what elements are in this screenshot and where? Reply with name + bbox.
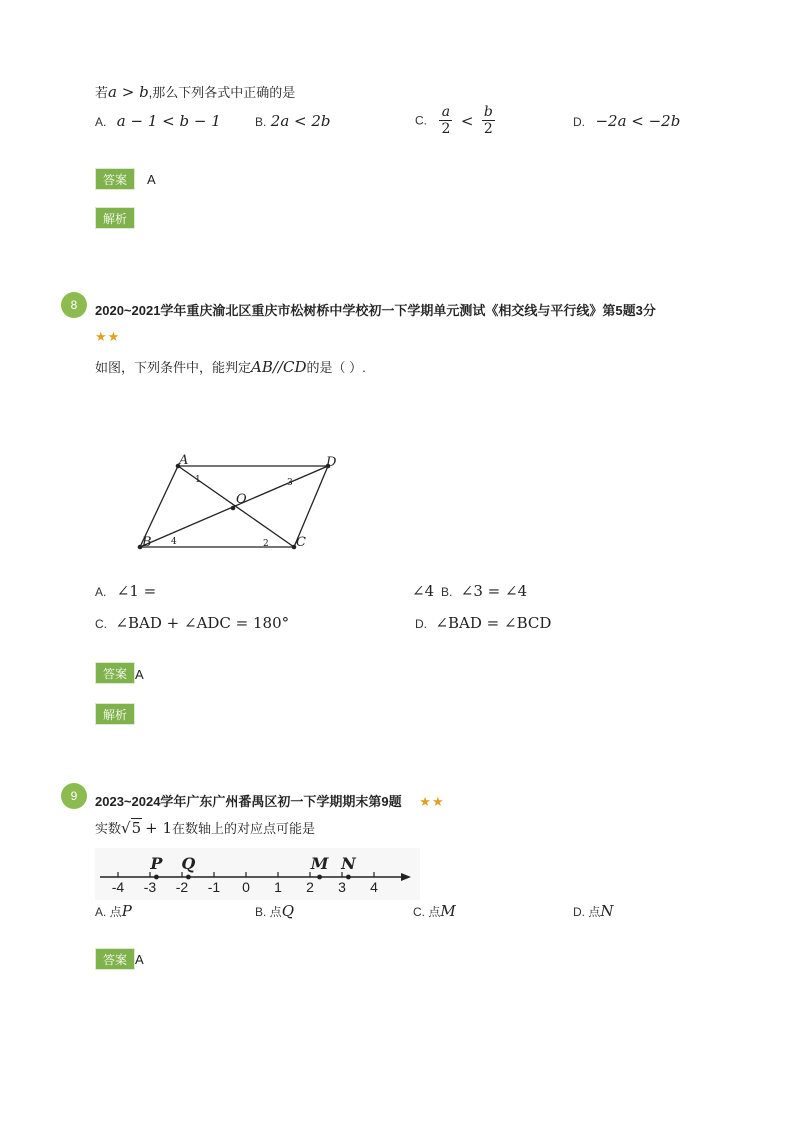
q8-source: 2020~2021学年重庆渝北区重庆市松树桥中学校初一下学期单元测试《相交线与平行线》第5题3分 [95, 303, 656, 318]
q9-stem-prefix: 实数 [95, 821, 122, 836]
option-math: P [121, 902, 132, 920]
q7-stem-suffix: ,那么下列各式中正确的是 [148, 85, 296, 100]
q7-option-c[interactable] [415, 104, 495, 137]
tick-label: 1 [274, 879, 282, 895]
option-math: ∠1 = [116, 582, 157, 600]
q8-stem-prefix: 如图，下列条件中，能判定 [95, 360, 252, 375]
point-label-m: M [310, 854, 329, 873]
answer-value: A [147, 172, 156, 187]
angle-label-2: 2 [263, 539, 269, 549]
option-label: D. [415, 617, 427, 631]
angle-label-1: 1 [195, 475, 201, 485]
q9-option-b[interactable] [255, 902, 294, 921]
option-math: M [440, 902, 456, 920]
numerator: b [483, 104, 493, 120]
label-a: A [179, 453, 189, 468]
q9-source [95, 791, 445, 810]
parallelogram-figure [130, 448, 360, 558]
point-o [231, 506, 236, 511]
q7-option-a[interactable] [95, 112, 221, 131]
q7-stem-prefix: 若 [95, 85, 109, 100]
q9-option-d[interactable] [573, 902, 613, 921]
option-label: C. [95, 617, 107, 631]
point-label-p: P [150, 854, 163, 873]
option-label: D. 点 [573, 905, 601, 919]
option-math: ∠4 [412, 582, 435, 600]
numerator: a [439, 104, 452, 121]
tick-label: 0 [242, 879, 250, 895]
tick-label: -2 [175, 879, 189, 895]
question-number-badge: 9 [61, 783, 87, 809]
sqrt-radicand: 5 [131, 819, 142, 837]
q8-option-d[interactable] [415, 614, 551, 633]
label-c: C [296, 535, 306, 550]
analysis-tag[interactable]: 解析 [95, 207, 135, 229]
q7-option-d[interactable] [573, 112, 680, 131]
q9-source-text: 2023~2024学年广东广州番禺区初一下学期期末第9题 [95, 794, 402, 809]
sqrt-symbol: √ [121, 819, 131, 837]
difficulty-stars: ★★ [419, 794, 445, 809]
fraction-a-over-2 [439, 104, 452, 137]
q8-stem-suffix: 的是（ ）. [306, 360, 366, 375]
q9-stem-plus: + 1 [145, 819, 173, 837]
option-math: ∠BAD = ∠BCD [435, 614, 552, 632]
q9-option-a[interactable] [95, 902, 132, 921]
answer-value: A [135, 952, 144, 967]
point-q [186, 875, 191, 880]
angle-label-4: 4 [171, 537, 177, 547]
option-label: B. [441, 585, 453, 599]
q8-option-a[interactable] [95, 582, 156, 601]
fraction-b-over-2 [482, 104, 495, 137]
q9-option-c[interactable] [413, 902, 456, 921]
denominator: 2 [441, 121, 451, 137]
answer-tag[interactable]: 答案 [95, 948, 135, 970]
option-math: 2a < 2b [270, 112, 331, 130]
option-math: N [600, 902, 614, 920]
option-label: A. [95, 115, 107, 129]
label-b: B [142, 535, 152, 550]
option-math: Q [281, 902, 294, 920]
point-p [154, 875, 159, 880]
q8-option-b[interactable] [441, 582, 527, 601]
q7-option-b[interactable] [255, 112, 331, 131]
tick-label: 4 [370, 879, 378, 895]
q8-option-c[interactable] [95, 614, 289, 633]
answer-tag[interactable]: 答案 [95, 168, 135, 190]
q9-stem [95, 818, 315, 837]
point-label-q: Q [181, 854, 196, 873]
point-label-n: N [341, 854, 356, 873]
option-math: −2a < −2b [595, 112, 681, 130]
label-o: O [236, 492, 247, 507]
option-label: A. 点 [95, 905, 122, 919]
q8-option-a-continued [412, 582, 434, 601]
q7-stem-math: a > b [108, 83, 149, 101]
label-d: D [326, 455, 337, 470]
tick-label: 3 [338, 879, 346, 895]
option-label: D. [573, 115, 585, 129]
denominator: 2 [483, 121, 493, 137]
number-line-figure [95, 848, 420, 900]
point-n [346, 875, 351, 880]
difficulty-stars: ★★ [95, 329, 121, 344]
option-label: B. 点 [255, 905, 282, 919]
relation: < [460, 111, 474, 130]
option-label: C. 点 [413, 905, 441, 919]
q8-stem-math: AB//CD [251, 358, 307, 376]
point-m [317, 875, 322, 880]
tick-label: -1 [207, 879, 221, 895]
tick-label: -4 [111, 879, 125, 895]
option-label: B. [255, 115, 267, 129]
option-label: C. [415, 113, 427, 128]
q9-stem-suffix: 在数轴上的对应点可能是 [172, 821, 316, 836]
option-label: A. [95, 585, 107, 599]
answer-value: A [135, 667, 144, 682]
question-number-badge: 8 [61, 292, 87, 318]
q7-stem [95, 82, 295, 101]
analysis-tag[interactable]: 解析 [95, 703, 135, 725]
answer-tag[interactable]: 答案 [95, 662, 135, 684]
angle-label-3: 3 [287, 478, 293, 488]
q8-stem [95, 357, 366, 376]
tick-label: 2 [306, 879, 314, 895]
option-math: ∠3 = ∠4 [460, 582, 528, 600]
option-math: ∠BAD + ∠ADC = 180° [115, 614, 290, 632]
option-math: a − 1 < b − 1 [116, 112, 221, 130]
tick-label: -3 [143, 879, 157, 895]
